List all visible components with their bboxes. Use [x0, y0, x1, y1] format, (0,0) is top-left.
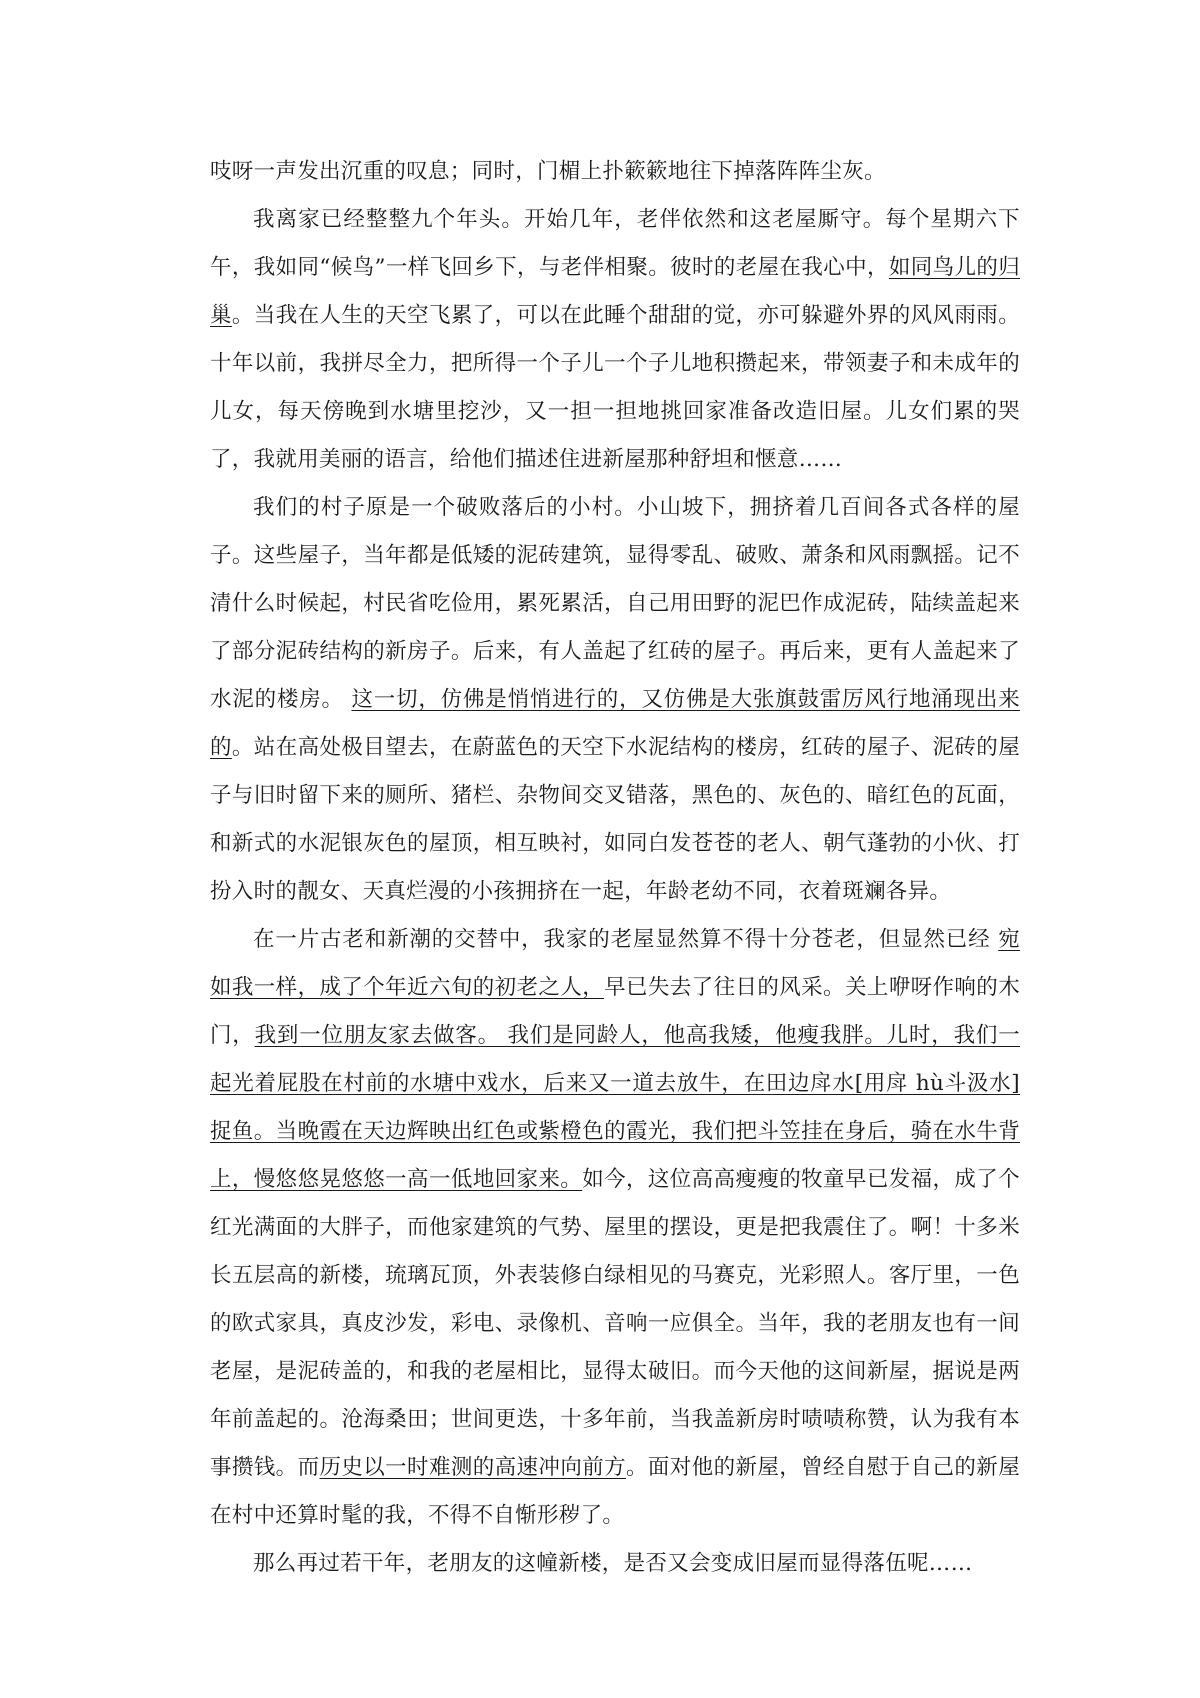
paragraph-5	[210, 1540, 1020, 1588]
underlined-phrase: 这一切，仿佛是悄悄进行的，又仿佛是大张旗鼓雷厉风行地涌现出来的	[210, 687, 1020, 760]
text-segment: 。站在高处极目望去，在蔚蓝色的天空下水泥结构的楼房，红砖的屋子、泥砖的屋子与旧时留下来的厕所、猪栏、杂物间交叉错落，黑色的、灰色的、暗红色的瓦面，和新式的水泥银灰色的屋顶，相互映衬，如同白发苍苍的老人、朝气蓬勃的小伙、打扮入时的靓女、天真烂漫的小孩拥挤在一起，年龄老幼不同，衣着斑斓各异。	[210, 735, 1020, 904]
underlined-phrase: 如同鸟儿的归巢	[210, 255, 1020, 328]
text-segment: 在一片古老和新潮的交替中，我家的老屋显然算不得十分苍老，但显然已经	[253, 927, 999, 952]
text-segment: 我离家已经整整九个年头。开始几年，老伴依然和这老屋厮守。每个星期六下午，我如同“候鸟”一样飞回乡下，与老伴相聚。彼时的老屋在我心中，	[210, 207, 1020, 280]
document-body	[210, 148, 1020, 1588]
text-segment: 。面对他的新屋，曾经自慰于自己的新屋在村中还算时髦的我，不得不自惭形秽了。	[210, 1455, 1020, 1528]
text-segment: 那么再过若干年，老朋友的这幢新楼，是否又会变成旧屋而显得落伍呢……	[253, 1551, 973, 1576]
paragraph-4	[210, 916, 1020, 1540]
paragraph-2	[210, 196, 1020, 484]
underlined-phrase: 宛如我一样，成了个年近六旬的初老之人，	[210, 927, 1020, 1000]
text-segment: 。当我在人生的天空飞累了，可以在此睡个甜甜的觉，亦可躲避外界的风风雨雨。十年以前，我拼尽全力，把所得一个子儿一个子儿地积攒起来，带领妻子和未成年的儿女，每天傍晚到水塘里挖沙，又一担一担地挑回家准备改造旧屋。儿女们累的哭了，我就用美丽的语言，给他们描述住进新屋那种舒坦和惬意……	[210, 303, 1020, 472]
underlined-phrase: 历史以一时难测的高速冲向前方	[319, 1455, 626, 1480]
text-segment: 如今，这位高高瘦瘦的牧童早已发福，成了个红光满面的大胖子，而他家建筑的气势、屋里的摆设，更是把我震住了。啊！十多米长五层高的新楼，琉璃瓦顶，外表装修白绿相见的马赛克，光彩照人。客厅里，一色的欧式家具，真皮沙发，彩电、录像机、音响一应俱全。当年，我的老朋友也有一间老屋，是泥砖盖的，和我的老屋相比，显得太破旧。而今天他的这间新屋，据说是两年前盖起的。沧海桑田；世间更迭，十多年前，当我盖新房时啧啧称赞，认为我有本事攒钱。而	[210, 1167, 1020, 1480]
underlined-passage: 我到一位朋友家去做客。 我们是同龄人，他高我矮，他瘦我胖。儿时，我们一起光着屁股在村前的水塘中戏水，后来又一道去放牛，在田边戽水[用戽 hù斗汲水]捉鱼。当晚霞在天边辉映出红色或紫橙色的霞光，我们把斗笠挂在身后，骑在水牛背上，慢悠悠晃悠悠一高一低地回家来。	[210, 1023, 1020, 1192]
text-segment: 吱呀一声发出沉重的叹息；同时，门楣上扑簌簌地往下掉落阵阵尘灰。	[210, 159, 886, 184]
paragraph-3	[210, 484, 1020, 916]
paragraph-1	[210, 148, 1020, 196]
text-segment: 早已失去了往日的风采。关上咿呀作响的木门，	[210, 975, 1021, 1048]
text-segment: 我们的村子原是一个破败落后的小村。小山坡下，拥挤着几百间各式各样的屋子。这些屋子，当年都是低矮的泥砖建筑，显得零乱、破败、萧条和风雨飘摇。记不清什么时候起，村民省吃俭用，累死累活，自己用田野的泥巴作成泥砖，陆续盖起来了部分泥砖结构的新房子。后来，有人盖起了红砖的屋子。再后来，更有人盖起来了水泥的楼房。	[210, 495, 1020, 712]
